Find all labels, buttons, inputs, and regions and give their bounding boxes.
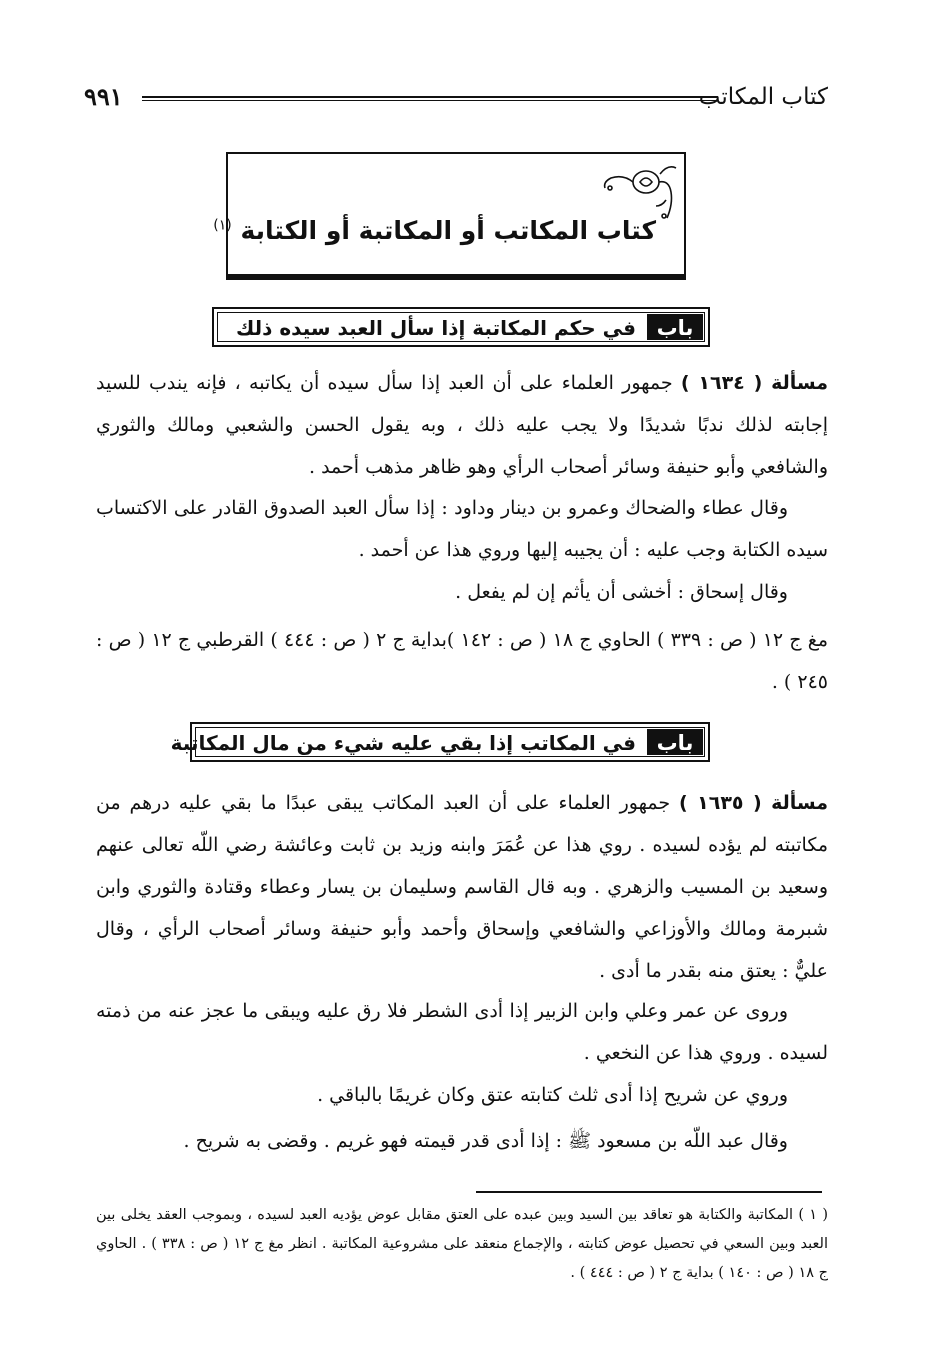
- footnote-rule: [476, 1191, 822, 1193]
- header-rule: [142, 96, 718, 101]
- running-title: كتاب المكاتب: [698, 84, 828, 110]
- issue-label: مسألة ( ١٦٣٤ ): [680, 372, 828, 394]
- issue-text: جمهور العلماء على أن العبد إذا سأل سيده أن يكاتبه ، فإنه يندب للسيد إجابته لذلك ندبًا شديدًا ولا يجب عليه ذلك ، وبه يقول الحسن والشعبي ومالك والثوري والشافعي وأبو حنيفة وسائر أصحاب الرأي وهو ظاهر مذهب أحمد .: [96, 372, 828, 478]
- book-title: [213, 216, 656, 245]
- footnote: ( ١ ) المكاتبة والكتابة هو تعاقد بين السيد وبين عبده على العتق مقابل عوض يؤديه العبد لسيده ، وبموجب العقد يخلى بين العبد وبين السعي في تحصيل عوض كتابته ، والإجماع منعقد على مشروعية المكاتبة . انظر مغ ج ١٢ ( ص : ٣٣٨ ) . الحاوي ج ١٨ ( ص : ١٤٠ ) بداية ج ٢ ( ص : ٤٤٤ ) .: [96, 1207, 828, 1281]
- paragraph: وروى عن عمر وعلي وابن الزبير إذا أدى الشطر فلا رق عليه ويبقى ما عجز عنه من ذمته لسيده . وروي هذا عن النخعي .: [96, 1000, 828, 1064]
- chapter-label: باب: [647, 729, 703, 755]
- frame-shadow: [226, 274, 686, 280]
- issue-1634-paragraph: [96, 362, 828, 488]
- paragraph: وروي عن شريح إذا أدى ثلث كتابته عتق وكان غريمًا بالباقي .: [317, 1084, 788, 1106]
- chapter-heading-2: [170, 722, 710, 762]
- book-title-frame: [213, 152, 686, 276]
- chapter-title: في حكم المكاتبة إذا سأل العبد سيده ذلك: [236, 316, 636, 340]
- paragraph: وقال عبد اللّه بن مسعود ﷺ : إذا أدى قدر قيمته فهو غريم . وقضى به شريح .: [183, 1130, 788, 1152]
- paragraph: وقال عطاء والضحاك وعمرو بن دينار وداود : إذا سأل العبد الصدوق القادر على الاكتساب سيده الكتابة وجب عليه : أن يجيبه إليها وروي هذا عن أحمد .: [96, 497, 828, 561]
- chapter-label: باب: [647, 314, 703, 340]
- running-header: [84, 84, 828, 118]
- chapter-title: في المكاتب إذا بقي عليه شيء من مال المكاتبة: [170, 731, 636, 755]
- chapter-heading-1: [212, 307, 710, 347]
- book-title-text: كتاب المكاتب أو المكاتبة أو الكتابة: [240, 216, 656, 245]
- page-number: ٩٩١: [84, 82, 123, 111]
- floral-ornament-icon: [600, 160, 678, 222]
- references: مغ ج ١٢ ( ص : ٣٣٩ ) الحاوي ج ١٨ ( ص : ١٤٢ )بداية ج ٢ ( ص : ٤٤٤ ) القرطبي ج ١٢ ( ص : ٢٤٥ ) .: [96, 629, 829, 693]
- issue-label: مسألة ( ١٦٣٥ ): [678, 792, 828, 814]
- issue-text: جمهور العلماء على أن العبد المكاتب يبقى عبدًا ما بقي عليه درهم من مكاتبته لم يؤده لسيده . روي هذا عن عُمَرَ وابنه وزيد بن ثابت وعائشة رضي اللّه تعالى عنهم وسعيد بن المسيب والزهري . وبه قال القاسم وسليمان بن يسار وعطاء وقتادة والثوري وابن شبرمة ومالك والأوزاعي والشافعي وإسحاق وأحمد وأبو حنيفة وسائر أصحاب الرأي ، وقال عليٌّ : يعتق منه بقدر ما أدى .: [96, 792, 828, 982]
- issue-1635-paragraph: [96, 782, 828, 992]
- paragraph: وقال إسحاق : أخشى أن يأثم إن لم يفعل .: [455, 581, 788, 603]
- footnote-ref: (١): [213, 217, 232, 234]
